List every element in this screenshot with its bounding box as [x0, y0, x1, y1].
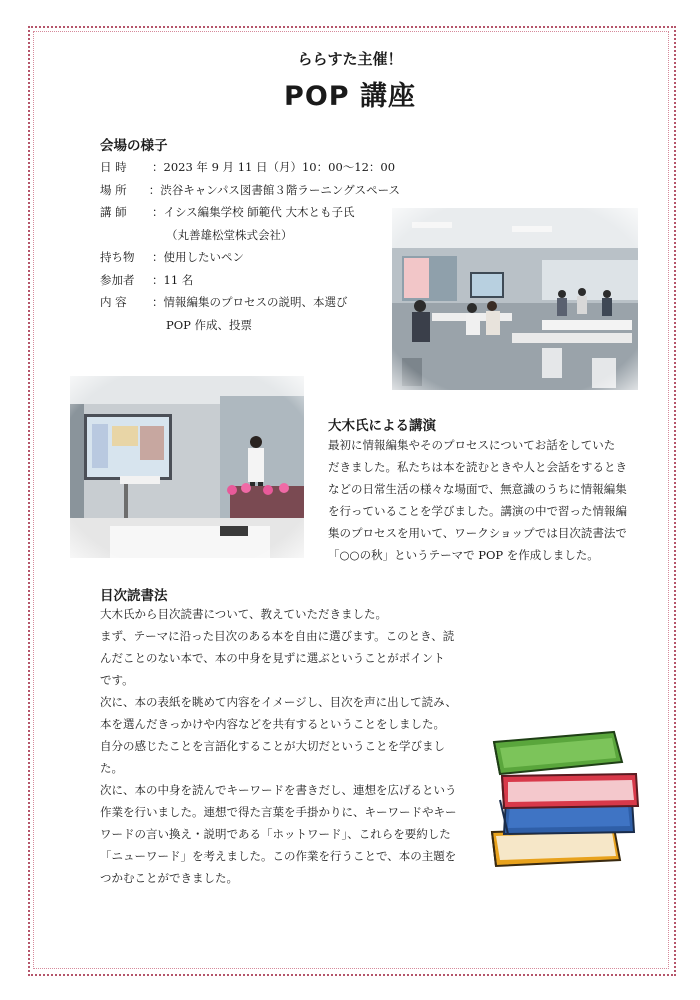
venue-heading: 会場の様子: [100, 138, 168, 154]
info-value: （丸善雄松堂株式会社）: [166, 227, 293, 242]
method-line: まず、テーマに沿った目次のある本を自由に選びます。このとき、読: [100, 629, 455, 643]
book-green-icon: [494, 732, 622, 774]
method-line: です。: [100, 673, 134, 687]
lecture-line: 最初に情報編集やそのプロセスについてお話をしていた: [328, 438, 616, 452]
info-value: ：使用したいペン: [152, 250, 244, 264]
info-row: [100, 269, 400, 292]
method-line: 大木氏から目次読書について、教えていただきました。: [100, 607, 388, 621]
info-row: [100, 201, 400, 224]
lecture-heading: 大木氏による講演: [328, 418, 436, 434]
method-line: ワードの言い換え・説明である「ホットワード」、これらを要約した: [100, 827, 451, 841]
info-value: POP 作成、投票: [166, 317, 253, 332]
method-heading: 目次読書法: [100, 588, 168, 604]
lecture-paragraph: [328, 434, 627, 566]
info-label: 日 時: [100, 160, 127, 174]
lecture-line: だきました。私たちは本を読むときや人と会話をするとき: [328, 460, 627, 474]
info-row: [100, 291, 400, 314]
classroom-photo: [392, 208, 638, 390]
method-line: 次に、本の中身を読んでキーワードを書きだし、連想を広げるという: [100, 783, 457, 797]
info-value: ：11 名: [152, 272, 194, 287]
venue-info: [100, 156, 400, 336]
info-value: ：イシス編集学校 師範代 大木とも子氏: [152, 205, 355, 219]
info-value: ：渋谷キャンパス図書館３階ラーニングスペース: [148, 182, 400, 197]
info-row: [100, 224, 400, 247]
book-stack-illustration: [486, 728, 646, 868]
info-row: [100, 314, 400, 337]
method-line: 自分の感じたことを言語化することが大切だということを学びまし: [100, 739, 445, 753]
method-line: 本を選んだきっかけや内容などを共有するということをしました。: [100, 717, 445, 731]
info-label: 内 容: [100, 295, 127, 309]
info-label: 持ち物: [100, 250, 135, 264]
info-label: [100, 314, 152, 337]
info-value: ：2023 年 9 月 11 日（月）10：00～12：00: [152, 160, 396, 174]
info-row: [100, 156, 400, 179]
lecture-line: を行っていることを学びました。講演の中で習った情報編: [328, 504, 627, 518]
info-value: ：情報編集のプロセスの説明、本選び: [152, 295, 348, 309]
method-line: 作業を行いました。連想で得た言葉を手掛かりに、キーワードやキー: [100, 805, 457, 819]
info-label: 参加者: [100, 272, 135, 287]
lecture-line: 集のプロセスを用いて、ワークショップでは目次読書法で: [328, 526, 627, 540]
info-row: [100, 246, 400, 269]
method-line: んだことのない本で、本の中身を見ずに選ぶということがポイント: [100, 651, 445, 665]
kicker: ららすた主催！: [297, 50, 403, 68]
info-label: [100, 224, 152, 247]
info-row: [100, 179, 400, 202]
book-red-icon: [502, 774, 638, 808]
info-label: 講 師: [100, 205, 127, 219]
method-line: た。: [100, 761, 123, 775]
method-line: 「ニューワード」を考えました。この作業を行うことで、本の主題を: [100, 849, 457, 863]
lecture-photo: [70, 376, 304, 558]
method-line: 次に、本の表紙を眺めて内容をイメージし、目次を声に出して読み、: [100, 695, 457, 709]
page-title: POP 講座: [284, 81, 416, 112]
lecture-line: 「○○の秋」というテーマで POP を作成しました。: [328, 548, 599, 562]
lecture-line: などの日常生活の様々な場面で、無意識のうちに情報編集: [328, 482, 627, 496]
method-paragraph: [100, 603, 457, 889]
info-label: 場 所: [100, 182, 127, 197]
method-line: つかむことができました。: [100, 871, 238, 885]
